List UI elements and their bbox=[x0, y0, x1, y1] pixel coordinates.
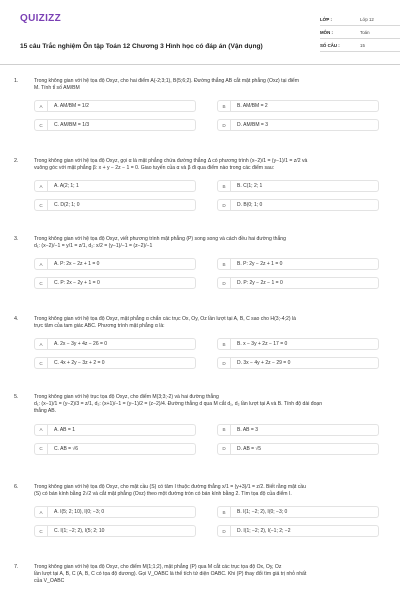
answer-option-a[interactable] bbox=[34, 100, 196, 112]
meta-row-subject bbox=[320, 26, 400, 39]
question-text-line: d₁: (x−2)/−1 = y/1 = z/1, d₂: x/2 = (y−1)/−1 = (z−2)/−1 bbox=[34, 243, 153, 250]
option-text: B. AB = 3 bbox=[237, 426, 258, 433]
question-text-line: (S) có bán kính bằng 2√2 và cắt mặt phẳng (Oxz) theo một đường tròn có bán kính bằng 2. Tìm tọa độ của điểm I. bbox=[34, 491, 292, 498]
question-text bbox=[34, 484, 379, 498]
question-text-line: của V_OABC bbox=[34, 578, 65, 585]
answer-option-c[interactable] bbox=[34, 357, 196, 369]
header-divider bbox=[0, 64, 400, 65]
question-text-line: d₁: (x−1)/1 = (y−2)/3 = z/1, d₂: (x+1)/−1 = (y−1)/2 = (z−2)/4. Đường thẳng d qua M cắt d₁, d₂ lần lượt tại A và B. Tính độ dài đoạn bbox=[34, 401, 323, 408]
answer-option-c[interactable] bbox=[34, 277, 196, 289]
question-number: 7. bbox=[14, 564, 19, 570]
option-letter: D bbox=[218, 120, 231, 130]
question-text-line: Trong không gian với hệ tọa độ Oxyz, gọi α là mặt phẳng chứa đường thẳng Δ có phương trình (x−2)/1 = (y−1)/1 = z/2 và bbox=[34, 158, 308, 164]
answer-option-b[interactable] bbox=[217, 506, 379, 518]
question-text-line: trực tâm của tam giác ABC. Phương trình mặt phẳng α là: bbox=[34, 323, 165, 330]
question-text-line: Trong không gian với hệ tọa độ Oxyz, cho hai điểm A(-2;3;1), B(5;6;2). Đường thẳng AB cắt mặt phẳng (Oxz) tại điểm bbox=[34, 78, 300, 84]
option-letter: A bbox=[35, 339, 48, 349]
question-text-line: Trong không gian với hệ tọa độ Oxyz, cho điểm M(1;1;2), mặt phẳng (P) qua M cắt các trục tọa độ Ox, Oy, Oz bbox=[34, 564, 282, 570]
question-number: 5. bbox=[14, 394, 19, 400]
question-text-line: Trong không gian với hệ tọa độ Oxyz, cho mặt cầu (S) có tâm I thuộc đường thẳng x/1 = (y+3)/1 = z/2. Biết rằng mặt cầu bbox=[34, 484, 306, 490]
meta-row-count bbox=[320, 39, 400, 52]
option-text: A. 2x − 3y + 4z − 26 = 0 bbox=[54, 341, 108, 348]
question-text bbox=[34, 394, 379, 416]
option-text: B. AM/BM = 2 bbox=[237, 103, 268, 110]
option-letter: A bbox=[35, 101, 48, 111]
meta-row-class bbox=[320, 13, 400, 26]
answer-option-c[interactable] bbox=[34, 199, 196, 211]
meta-key: SỐ CÂU : bbox=[320, 42, 340, 48]
option-text: C. I(1; −2; 2), I(5; 2; 10 bbox=[54, 528, 105, 535]
option-letter: C bbox=[35, 120, 48, 130]
option-letter: D bbox=[218, 444, 231, 454]
answer-option-a[interactable] bbox=[34, 180, 196, 192]
meta-value: Lớp 12 bbox=[360, 16, 374, 22]
question-text-line: Trong không gian với hệ tọa độ Oxyz, mặt phẳng α chắn các trục Ox, Oy, Oz lần lượt tại A, B, C sao cho H(3;-4;2) là bbox=[34, 316, 296, 322]
question-text-line: M. Tính tỉ số AM/BM bbox=[34, 85, 80, 92]
question-text bbox=[34, 78, 379, 92]
option-letter: C bbox=[35, 278, 48, 288]
question-text-line: vuông góc với mặt phẳng β: x + y − 2z − 1 = 0. Giao tuyến của α và β đi qua điểm nào trong các điểm sau: bbox=[34, 165, 275, 172]
header bbox=[20, 13, 385, 61]
option-letter: C bbox=[35, 526, 48, 536]
question-number: 2. bbox=[14, 158, 19, 164]
option-text: D. B(0; 1; 0 bbox=[237, 202, 263, 209]
option-text: D. 3x − 4y + 2z − 29 = 0 bbox=[237, 360, 291, 367]
question-text-line: Trong không gian với hệ trục tọa độ Oxyz, cho điểm M(3;3;-2) và hai đường thẳng bbox=[34, 394, 219, 400]
question-number: 1. bbox=[14, 78, 19, 84]
option-text: C. 4x + 2y − 3z + 2 = 0 bbox=[54, 360, 105, 367]
option-letter: A bbox=[35, 181, 48, 191]
quizizz-logo[interactable]: QUIZIZZ bbox=[20, 13, 61, 24]
meta-value: 15 bbox=[360, 42, 365, 48]
meta-key: LỚP : bbox=[320, 16, 332, 22]
question-text-line: thẳng AB. bbox=[34, 408, 57, 415]
option-letter: B bbox=[218, 507, 231, 517]
meta-info bbox=[320, 13, 400, 52]
option-letter: B bbox=[218, 339, 231, 349]
option-letter: C bbox=[35, 358, 48, 368]
question-number: 6. bbox=[14, 484, 19, 490]
option-text: B. x − 3y + 2z − 17 = 0 bbox=[237, 341, 288, 348]
option-letter: B bbox=[218, 101, 231, 111]
question-text-line: lần lượt tại A, B, C (A, B, C có tọa độ dương). Gọi V_OABC là thể tích tứ diện OABC. Khi (P) thay đổi tìm giá trị nhỏ nhất bbox=[34, 571, 307, 578]
option-text: C. AB = √6 bbox=[54, 445, 79, 452]
answer-option-a[interactable] bbox=[34, 258, 196, 270]
option-letter: D bbox=[218, 278, 231, 288]
option-text: A. A(2; 1; 1 bbox=[54, 183, 79, 190]
option-letter: A bbox=[35, 425, 48, 435]
option-letter: A bbox=[35, 259, 48, 269]
answer-option-b[interactable] bbox=[217, 258, 379, 270]
question-text bbox=[34, 564, 379, 586]
option-text: C. P: 2x − 2y + 1 = 0 bbox=[54, 280, 100, 287]
question-text bbox=[34, 158, 379, 172]
answer-option-c[interactable] bbox=[34, 119, 196, 131]
option-text: D. I(1; −2; 2), I(−1; 2; −2 bbox=[237, 528, 291, 535]
option-text: B. C(1; 2; 1 bbox=[237, 183, 263, 190]
option-letter: B bbox=[218, 259, 231, 269]
answer-option-d[interactable] bbox=[217, 357, 379, 369]
option-text: A. P: 2x − 2z + 1 = 0 bbox=[54, 261, 100, 268]
option-text: B. I(1; −2; 2), I(0; −3; 0 bbox=[237, 509, 288, 516]
answer-option-d[interactable] bbox=[217, 199, 379, 211]
question-number: 4. bbox=[14, 316, 19, 322]
answer-option-a[interactable] bbox=[34, 506, 196, 518]
answer-option-a[interactable] bbox=[34, 338, 196, 350]
option-letter: D bbox=[218, 526, 231, 536]
answer-option-d[interactable] bbox=[217, 119, 379, 131]
option-letter: D bbox=[218, 200, 231, 210]
question-text bbox=[34, 236, 379, 250]
question-text bbox=[34, 316, 379, 330]
answer-option-b[interactable] bbox=[217, 100, 379, 112]
option-text: D. P: 2y − 2z − 1 = 0 bbox=[237, 280, 283, 287]
option-letter: B bbox=[218, 425, 231, 435]
page-title: 15 câu Trắc nghiệm Ôn tập Toán 12 Chương 3 Hình học có đáp án (Vận dụng) bbox=[20, 43, 263, 50]
option-letter: B bbox=[218, 181, 231, 191]
option-text: A. AB = 1 bbox=[54, 426, 75, 433]
meta-value: Toán bbox=[360, 29, 370, 35]
answer-option-b[interactable] bbox=[217, 180, 379, 192]
option-text: C. AM/BM = 1/3 bbox=[54, 122, 90, 129]
question-text-line: Trong không gian với hệ tọa độ Oxyz, viết phương trình mặt phẳng (P) song song và cách đều hai đường thẳng bbox=[34, 236, 286, 242]
answer-option-b[interactable] bbox=[217, 424, 379, 436]
option-text: D. AB = √5 bbox=[237, 445, 262, 452]
question-number: 3. bbox=[14, 236, 19, 242]
answer-option-d[interactable] bbox=[217, 277, 379, 289]
option-text: B. P: 2y − 2z + 1 = 0 bbox=[237, 261, 283, 268]
option-letter: C bbox=[35, 200, 48, 210]
option-letter: C bbox=[35, 444, 48, 454]
option-letter: A bbox=[35, 507, 48, 517]
answer-option-a[interactable] bbox=[34, 424, 196, 436]
option-text: A. I(5; 2; 10), I(0; −3; 0 bbox=[54, 509, 105, 516]
answer-option-d[interactable] bbox=[217, 525, 379, 537]
answer-option-c[interactable] bbox=[34, 443, 196, 455]
option-letter: D bbox=[218, 358, 231, 368]
meta-key: MÔN : bbox=[320, 29, 333, 35]
answer-option-b[interactable] bbox=[217, 338, 379, 350]
answer-option-d[interactable] bbox=[217, 443, 379, 455]
option-text: C. D(2; 1; 0 bbox=[54, 202, 80, 209]
answer-option-c[interactable] bbox=[34, 525, 196, 537]
option-text: A. AM/BM = 1/2 bbox=[54, 103, 89, 110]
option-text: D. AM/BM = 3 bbox=[237, 122, 268, 129]
